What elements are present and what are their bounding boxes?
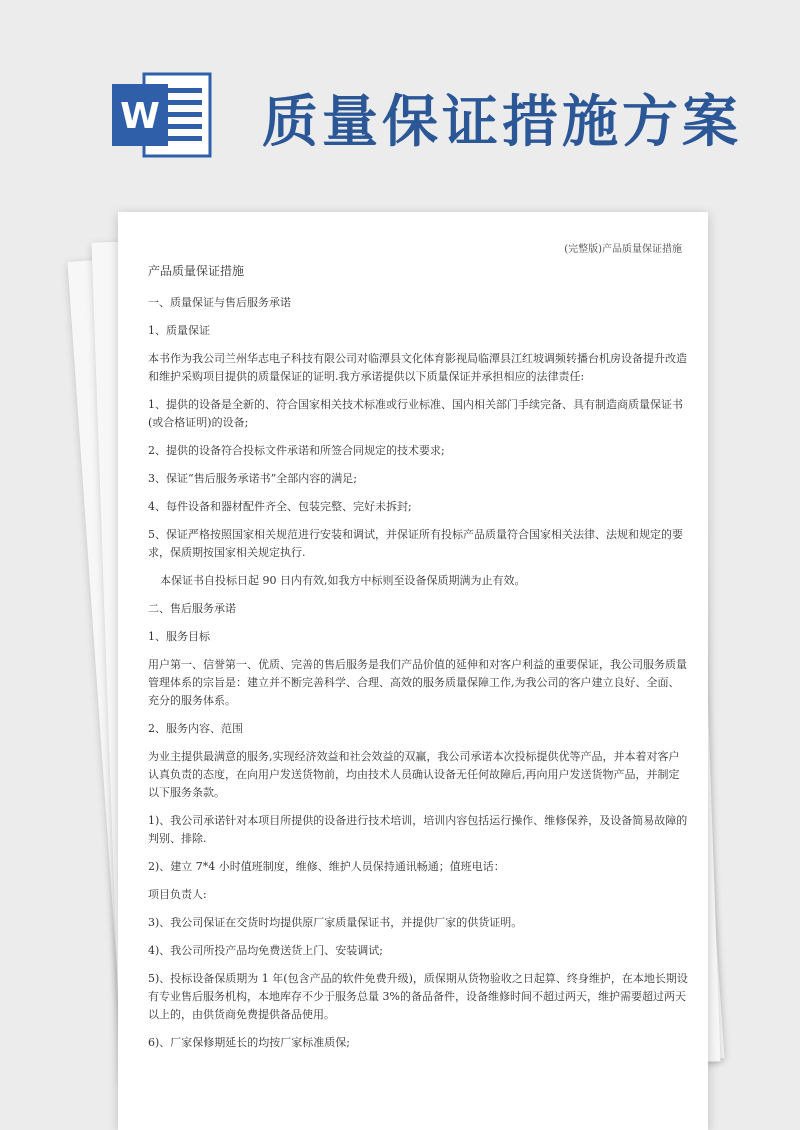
subsection-heading: 1、服务目标 [148, 630, 210, 643]
paragraph: 用户第一、信誉第一、优质、完善的售后服务是我们产品价值的延伸和对客户利益的重要保证，我公司服务质量管理体系的宗旨是：建立并不断完善科学、合理、高效的服务质量保障工作,为我公司的客户建立良好、全面、充分的服务体系。 [148, 658, 687, 707]
list-item: 6)、厂家保修期延长的均按厂家标准质保; [148, 1036, 350, 1049]
list-item: 1、提供的设备是全新的、符合国家相关技术标准或行业标准、国内相关部门手续完备、具有制造商质量保证书(或合格证明)的设备; [148, 398, 683, 429]
section-heading: 一、质量保证与售后服务承诺 [148, 296, 291, 309]
banner [0, 0, 800, 200]
paragraph: 本书作为我公司兰州华志电子科技有限公司对临潭县文化体育影视局临潭县江红坡调频转播台机房设备提升改造和维护采购项目提供的质量保证的证明.我方承诺提供以下质量保证并承担相应的法律责任: [148, 352, 687, 383]
paragraph: 为业主提供最满意的服务,实现经济效益和社会效益的双赢，我公司承诺本次投标提供优等产品，并本着对客户认真负责的态度，在向用户发送货物前，均由技术人员确认设备无任何故障后,再向用户发送货物产品，并制定以下服务条款。 [148, 750, 680, 799]
running-head: (完整版)产品质量保证措施 [564, 244, 682, 255]
list-item: 3)、我公司保证在交货时均提供原厂家质量保证书，并提供厂家的供货证明。 [148, 916, 523, 929]
document-heading: 产品质量保证措施 [148, 264, 245, 278]
document-body [148, 262, 688, 1062]
word-document-icon [110, 70, 214, 160]
paragraph: 本保证书自投标日起 90 日内有效,如我方中标则至设备保质期满为止有效。 [160, 574, 526, 587]
paragraph: 项目负责人: [148, 888, 207, 901]
subsection-heading: 1、质量保证 [148, 324, 210, 337]
list-item: 5)、投标设备保质期为 1 年(包含产品的软件免费升级)，质保期从货物验收之日起算、终身维护，在本地长期设有专业售后服务机构，本地库存不少于服务总量 3%的备品备件，设备维修时间不超过两天，维护需要超过两天以上的，由供货商免费提供备品使用。 [148, 972, 688, 1021]
subsection-heading: 2、服务内容、范围 [148, 722, 243, 735]
list-item: 2、提供的设备符合投标文件承诺和所签合同规定的技术要求; [148, 444, 445, 457]
list-item: 5、保证严格按照国家相关规范进行安装和调试，并保证所有投标产品质量符合国家相关法律、法规和规定的要求，保质期按国家相关规定执行. [148, 528, 683, 559]
list-item: 4)、我公司所投产品均免费送货上门、安装调试; [148, 944, 383, 957]
list-item: 2)、建立 7*4 小时值班制度，维修、维护人员保持通讯畅通；值班电话： [148, 860, 505, 873]
section-heading: 二、售后服务承诺 [148, 602, 236, 615]
list-item: 3、保证“售后服务承诺书”全部内容的满足; [148, 472, 357, 485]
word-icon-letter: W [120, 96, 160, 137]
list-item: 1)、我公司承诺针对本项目所提供的设备进行技术培训，培训内容包括运行操作、维修保养，及设备简易故障的判别、排除. [148, 814, 688, 845]
list-item: 4、每件设备和器材配件齐全、包装完整、完好未拆封; [148, 500, 412, 513]
banner-title: 质量保证措施方案 [262, 89, 742, 155]
document-page [118, 212, 708, 1130]
